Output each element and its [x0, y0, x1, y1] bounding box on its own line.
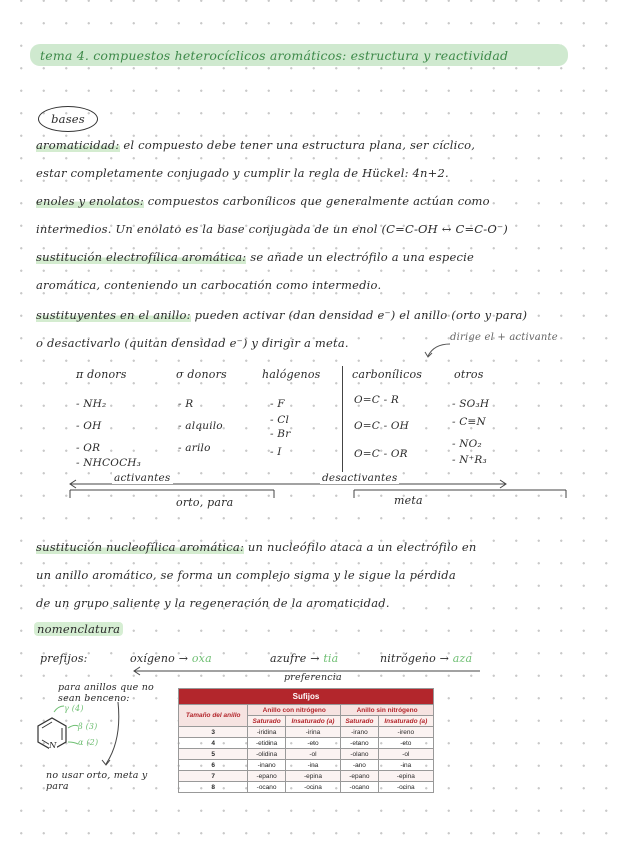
table-cell: 3 — [179, 727, 248, 738]
prefijo-value: oxa — [191, 652, 212, 665]
arrow-icon: → — [310, 652, 320, 665]
greek-label: γ (4) — [64, 704, 84, 713]
col-header-pi-donors: π donors — [76, 368, 127, 381]
greek-note: para anillos que no sean benceno: — [58, 682, 154, 704]
sigma-item: - arilo — [178, 442, 211, 454]
pi-item: - NH₂ — [76, 398, 107, 410]
table-cell: -ireno — [378, 727, 433, 738]
table-cell: -etidina — [248, 738, 285, 749]
column-divider — [342, 366, 343, 472]
table-cell: -epano — [248, 771, 285, 782]
desactivantes-label: desactivantes — [322, 472, 398, 484]
page-title: tema 4. compuestos heterocíclicos aromáticos: estructura y reactividad — [40, 48, 509, 63]
enoles-text-1: compuestos carbonílicos que generalmente actúan como — [147, 194, 490, 208]
enoles-text-2: intermedios. Un enolato es la base conjugada de un enol (C=C-OH ↔ C=C-O⁻) — [36, 222, 508, 236]
sigma-item: - alquilo — [178, 420, 223, 432]
table-cell: -ol — [378, 749, 433, 760]
sust-nucleo-term: sustitución nucleofílica aromática: — [36, 540, 245, 554]
sust-nucleo-text-2: un anillo aromático, se forma un complejo sigma y le sigue la pérdida — [36, 568, 456, 582]
table-cell: -epina — [378, 771, 433, 782]
pi-item: - OR — [76, 442, 101, 454]
table-cell: -ol — [285, 749, 340, 760]
table-cell: -olidina — [248, 749, 285, 760]
table-row — [179, 749, 434, 760]
activantes-label: activantes — [114, 472, 171, 484]
halo-item: - F — [270, 398, 285, 410]
pi-item: - OH — [76, 420, 102, 432]
aromaticidad-text-1: el compuesto debe tener una estructura plana, ser cíclico, — [123, 138, 476, 152]
prefijo-oxigeno — [130, 652, 212, 665]
table-cell: -ano — [341, 760, 378, 771]
dirige-note: dirige el + activante — [450, 332, 558, 343]
carbonil-item: O=C - R — [354, 394, 399, 406]
sufijos-table — [178, 688, 434, 793]
col-saturado: Saturado — [341, 716, 378, 727]
arrow-icon: → — [178, 652, 189, 665]
otros-item: - NO₂ — [452, 438, 482, 450]
col-header-otros: otros — [454, 368, 484, 381]
carbonil-item: O=C - OH — [354, 420, 410, 432]
prefijo-name: azufre — [270, 652, 307, 665]
col-insaturado: Insaturado (a) — [285, 716, 340, 727]
sigma-item: - R — [178, 398, 194, 410]
carbonil-item: O=C - OR — [354, 448, 408, 460]
table-cell: -epina — [285, 771, 340, 782]
halo-item: - Br — [270, 428, 291, 440]
col-tamano: Tamaño del anillo — [179, 705, 248, 727]
table-row — [179, 727, 434, 738]
table-cell: -eto — [378, 738, 433, 749]
col-header-sigma-donors: σ donors — [176, 368, 227, 381]
table-cell: -ocina — [378, 782, 433, 793]
table-row — [179, 782, 434, 793]
table-cell: -irano — [341, 727, 378, 738]
sust-nucleo-text-1: un nucleófilo ataca a un electrófilo en — [247, 540, 477, 554]
col-header-halogenos: halógenos — [262, 368, 321, 381]
table-cell: -epano — [341, 771, 378, 782]
sufijos-title: Sufijos — [179, 689, 434, 705]
group-con-nitrogeno: Anillo con nitrógeno — [248, 705, 341, 716]
table-cell: -ocina — [285, 782, 340, 793]
sust-electro-text-1: se añade un electrófilo a una especie — [250, 250, 475, 264]
halo-item: - I — [270, 446, 282, 458]
greek-label: β (3) — [78, 722, 98, 731]
table-cell: -ocano — [248, 782, 285, 793]
table-cell: -irina — [285, 727, 340, 738]
prefijos-label: prefijos: — [40, 652, 88, 665]
halo-item: - Cl — [270, 414, 290, 426]
greek-label: α (2) — [78, 738, 99, 747]
sustituyentes-term: sustituyentes en el anillo: — [36, 308, 191, 322]
table-cell: -inano — [248, 760, 285, 771]
table-row — [179, 771, 434, 782]
no-orto-note: no usar orto, meta y para — [46, 770, 148, 792]
sust-electro-term: sustitución electrofílica aromática: — [36, 250, 247, 264]
table-row — [179, 760, 434, 771]
prefijo-value: aza — [452, 652, 473, 665]
otros-item: - SO₃H — [452, 398, 490, 410]
enoles-line-1 — [36, 194, 490, 208]
otros-item: - C≡N — [452, 416, 486, 428]
aromaticidad-term: aromaticidad: — [36, 138, 120, 152]
sust-nucleo-line-1 — [36, 540, 477, 554]
table-cell: -olano — [341, 749, 378, 760]
sust-electro-text-2: aromática, conteniendo un carbocatión como intermedio. — [36, 278, 382, 292]
preferencia-label: preferencia — [284, 672, 342, 683]
sustituyentes-text-1: pueden activar (dan densidad e⁻) el anillo (orto y para) — [194, 308, 528, 322]
meta-label: meta — [394, 494, 423, 507]
table-cell: -ocano — [341, 782, 378, 793]
sustituyentes-line-1 — [36, 308, 527, 322]
aromaticidad-text-2: estar completamente conjugado y cumplir la regla de Hückel: 4n+2. — [36, 166, 449, 180]
col-insaturado: Insaturado (a) — [378, 716, 433, 727]
orto-para-label: orto, para — [176, 496, 234, 509]
arrow-icon: → — [439, 652, 450, 665]
table-cell: -ina — [378, 760, 433, 771]
ring-atom-n: N — [49, 741, 57, 751]
group-sin-nitrogeno: Anillo sin nitrógeno — [341, 705, 434, 716]
dirige-arrow — [420, 340, 452, 360]
table-cell: -etano — [341, 738, 378, 749]
prefijo-nitrogeno — [380, 652, 472, 665]
otros-item: - N⁺R₃ — [452, 454, 487, 466]
aromaticidad-line-1 — [36, 138, 475, 152]
enoles-term: enoles y enolatos: — [36, 194, 144, 208]
sust-nucleo-text-3: de un grupo saliente y la regeneración de la aromaticidad. — [36, 596, 390, 610]
sustituyentes-text-2: o desactivarlo (quitan densidad e⁻) y dirigir a meta. — [36, 336, 349, 350]
table-cell: 7 — [179, 771, 248, 782]
table-cell: -ina — [285, 760, 340, 771]
table-cell: -iridina — [248, 727, 285, 738]
prefijo-name: nitrógeno — [380, 652, 436, 665]
table-row — [179, 738, 434, 749]
bases-label: bases — [38, 106, 98, 132]
sust-electro-line-1 — [36, 250, 474, 264]
table-cell: 8 — [179, 782, 248, 793]
prefijo-name: oxígeno — [130, 652, 176, 665]
prefijo-value: tia — [323, 652, 339, 665]
nomenclatura-label: nomenclatura — [34, 622, 123, 636]
table-cell: 4 — [179, 738, 248, 749]
col-header-carbonilicos: carbonílicos — [352, 368, 423, 381]
col-saturado: Saturado — [248, 716, 285, 727]
table-cell: 5 — [179, 749, 248, 760]
prefijo-azufre — [270, 652, 338, 665]
table-cell: 6 — [179, 760, 248, 771]
pi-item: - NHCOCH₃ — [76, 457, 142, 469]
table-cell: -eto — [285, 738, 340, 749]
